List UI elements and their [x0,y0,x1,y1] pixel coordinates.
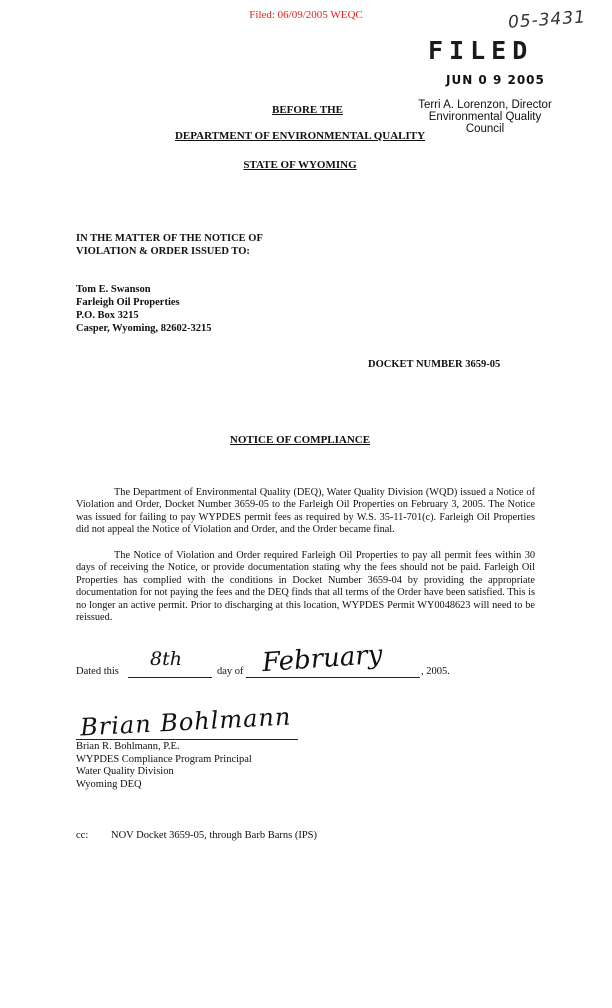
notice-title: NOTICE OF COMPLIANCE [229,434,371,446]
matter-line-2: VIOLATION & ORDER ISSUED TO: [76,246,250,257]
caption-state: STATE OF WYOMING [243,159,357,171]
day-underline [128,676,212,678]
cc-label: cc: [76,830,89,841]
matter-block [76,232,263,258]
filed-header: Filed: 06/09/2005 WEQC [249,9,363,21]
docket-number: DOCKET NUMBER 3659-05 [368,359,501,370]
signature-line [76,738,298,740]
address-block [76,283,212,335]
handwritten-day: 8th [150,648,182,670]
matter-line-1: IN THE MATTER OF THE NOTICE OF [76,233,263,244]
handwritten-month: February [261,639,384,679]
paragraph-1: The Department of Environmental Quality (DEQ), Water Quality Division (WQD) issued a Notice of Violation and Order, Docket Number 3659-05 to the Farleigh Oil Properties on February 3, 2005. The Notice was issued for failing to pay WYPDES permit fees as required by W.S. 35-11-701(c). Farleigh Oil Properties did not appeal the Notice of Violation and Order, and the Order became final. [76,487,535,536]
signatory-block [76,741,252,791]
dated-mid: day of [217,666,244,677]
cc-text: NOV Docket 3659-05, through Barb Barns (IPS) [111,830,317,841]
paragraph-2: The Notice of Violation and Order required Farleigh Oil Properties to pay all permit fees within 30 days of receiving the Notice, or provide documentation stating why the fees should not be paid. Farleigh Oil Properties has complied with the conditions in Docket Number 3659-04 by providing the appropriate documentation for not paying the fees and the DEQ finds that all terms of the Order have been satisfied. This is no longer an active permit. Prior to discharging at this location, WYPDES Permit WY0048623 will need to be reissued. [76,550,535,624]
signatory-division: Water Quality Division [76,766,174,778]
address-name: Tom E. Swanson [76,284,151,295]
signatory-agency: Wyoming DEQ [76,778,142,790]
handwritten-signature: Brian Bohlmann [79,702,292,742]
filed-stamp-org: Environmental Quality Council [428,111,542,135]
address-po-box: P.O. Box 3215 [76,310,139,321]
filed-stamp-name: Terri A. Lorenzon, Director [418,99,552,111]
handwritten-case-number: 05-3431 [507,7,587,33]
signatory-name: Brian R. Bohlmann, P.E. [76,741,180,752]
address-company: Farleigh Oil Properties [76,297,180,308]
dated-suffix: , 2005. [421,666,450,677]
filed-stamp-date: JUN 0 9 2005 [446,73,545,87]
caption-department: DEPARTMENT OF ENVIRONMENTAL QUALITY [174,130,426,142]
signatory-title: WYPDES Compliance Program Principal [76,753,252,765]
filed-stamp-title: FILED [428,36,534,65]
dated-prefix: Dated this [76,666,119,677]
address-city: Casper, Wyoming, 82602-3215 [76,323,212,334]
caption-before-the: BEFORE THE [272,104,344,116]
